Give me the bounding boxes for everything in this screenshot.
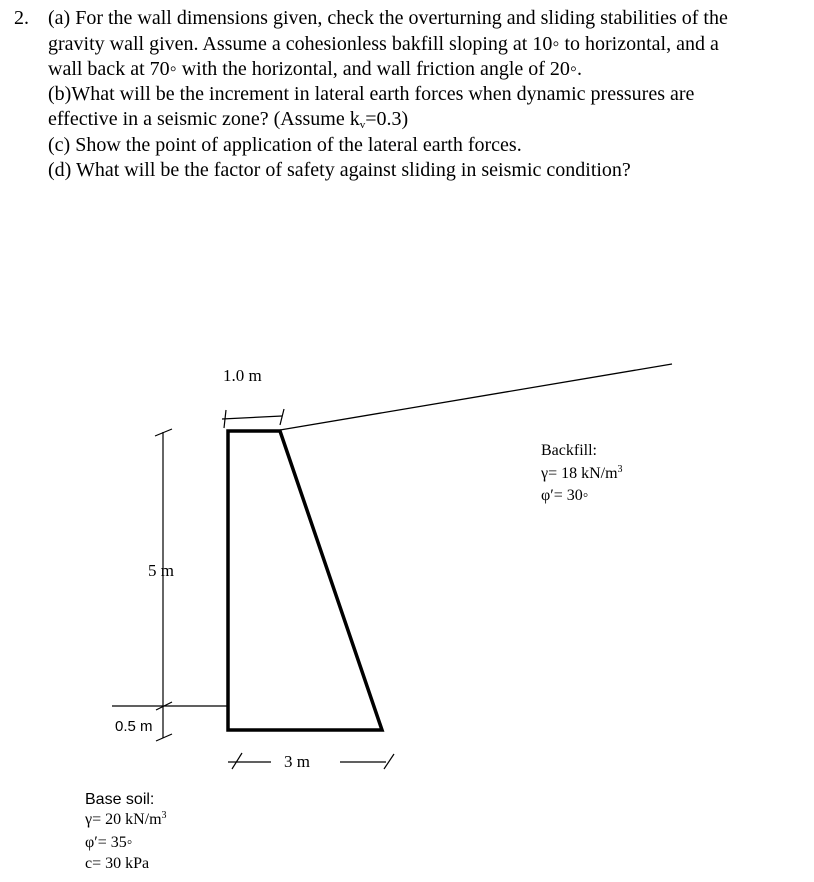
question-line-4: (b)What will be the increment in lateral earth forces when dynamic pressures are xyxy=(48,83,695,105)
backfill-gamma-exp: 3 xyxy=(617,464,623,475)
embed-tick-bottom xyxy=(156,734,172,741)
height-label: 5 m xyxy=(148,561,174,580)
base-soil-gamma-exp: 3 xyxy=(161,810,167,821)
kv-subscript: v xyxy=(359,119,366,131)
backfill-gamma-text: γ= 18 kN/m xyxy=(541,465,618,482)
backfill-slope-line xyxy=(280,364,672,430)
question-line-5-text: effective in a seismic zone? (Assume k xyxy=(48,108,360,130)
base-soil-gamma-text: γ= 20 kN/m xyxy=(85,811,162,828)
base-width-label: 3 m xyxy=(284,752,310,771)
base-soil-friction-angle: φ′= 35◦ xyxy=(85,834,133,851)
backfill-friction-angle: φ′= 30◦ xyxy=(541,487,589,504)
base-soil-title: Base soil: xyxy=(85,791,155,808)
gravity-wall-outline xyxy=(228,431,382,730)
question-line-7: (d) What will be the factor of safety against sliding in seismic condition? xyxy=(48,159,631,181)
embed-label: 0.5 m xyxy=(115,718,153,735)
top-width-label: 1.0 m xyxy=(223,366,262,385)
top-width-dimension-line xyxy=(222,416,282,419)
question-line-1: (a) For the wall dimensions given, check the overturning and sliding stabilities of the xyxy=(48,7,728,29)
base-width-tick-left xyxy=(232,753,242,769)
base-soil-unit-weight xyxy=(85,810,167,830)
backfill-unit-weight xyxy=(541,464,623,484)
backfill-title: Backfill: xyxy=(541,442,597,459)
question-line-2: gravity wall given. Assume a cohesionless bakfill sloping at 10◦ to horizontal, and a xyxy=(48,33,719,55)
kv-value: =0.3) xyxy=(365,108,409,130)
question-line-6: (c) Show the point of application of the lateral earth forces. xyxy=(48,134,522,156)
question-line-3: wall back at 70◦ with the horizontal, and wall friction angle of 20◦. xyxy=(48,58,583,80)
question-number: 2. xyxy=(14,7,29,29)
top-width-tick-right xyxy=(280,409,284,425)
base-soil-cohesion: c= 30 kPa xyxy=(85,855,150,872)
